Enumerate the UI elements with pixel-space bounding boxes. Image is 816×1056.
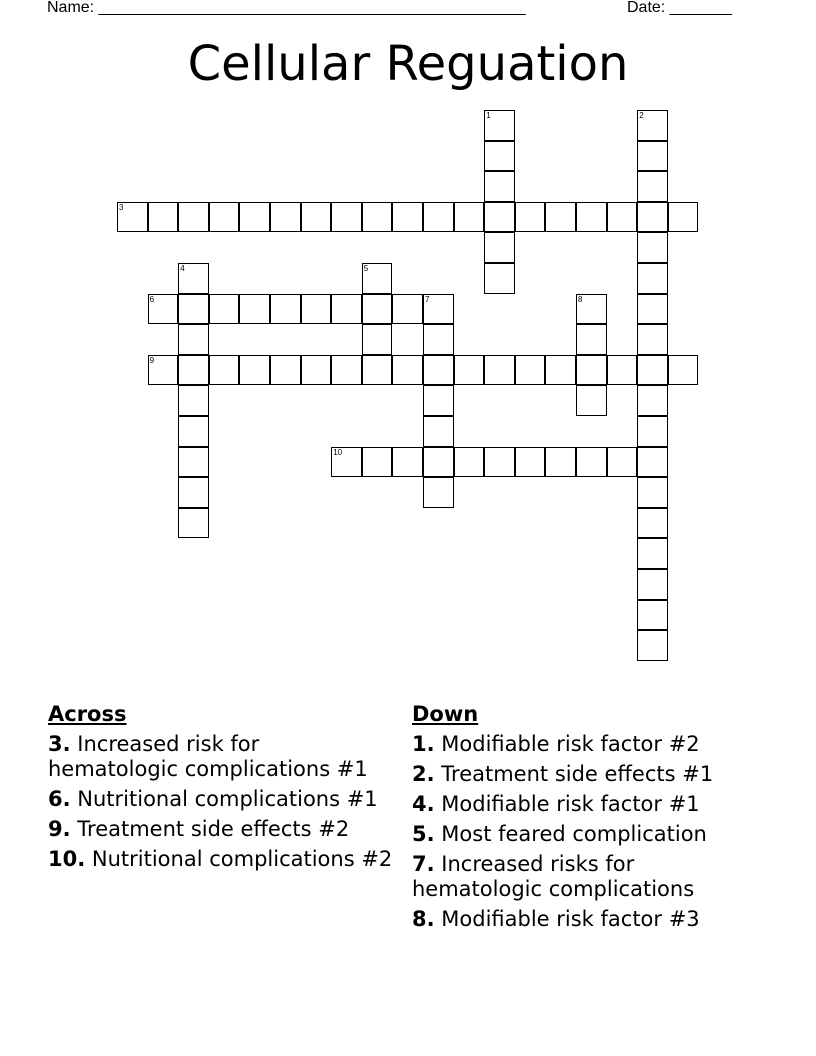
crossword-cell[interactable] [362,355,393,386]
crossword-cell[interactable] [637,600,668,631]
crossword-cell[interactable] [270,355,301,386]
crossword-cell[interactable] [270,202,301,233]
clue-text: Modifiable risk factor #3 [441,907,700,931]
clue-text: Increased risk for hematologic complications #1 [48,732,368,781]
clue-across-6 [48,787,393,812]
cell-number: 1 [486,111,491,120]
clue-number: 9. [48,817,71,841]
crossword-cell[interactable] [392,294,423,325]
crossword-cell[interactable] [423,355,454,386]
crossword-cell[interactable] [607,447,638,478]
crossword-cell[interactable] [178,324,209,355]
crossword-cell[interactable] [454,447,485,478]
clue-down-2 [412,762,757,787]
crossword-cell[interactable] [637,477,668,508]
crossword-cell[interactable] [637,110,668,141]
crossword-cell[interactable] [423,324,454,355]
crossword-cell[interactable] [178,263,209,294]
crossword-cell[interactable] [178,294,209,325]
down-heading: Down [412,702,479,726]
crossword-cell[interactable] [668,355,699,386]
crossword-cell[interactable] [454,355,485,386]
crossword-cell[interactable] [209,294,240,325]
crossword-cell[interactable] [423,447,454,478]
crossword-cell[interactable] [637,416,668,447]
clue-down-4 [412,792,757,817]
clue-down-1 [412,732,757,757]
cell-number: 6 [149,294,155,304]
crossword-cell[interactable] [576,324,607,355]
crossword-cell[interactable] [484,447,515,478]
crossword-cell[interactable] [423,477,454,508]
clue-number: 7. [412,852,435,876]
crossword-cell[interactable] [607,355,638,386]
crossword-cell[interactable] [301,202,332,233]
clue-text: Nutritional complications #2 [91,847,393,871]
clue-text: Treatment side effects #2 [77,817,350,841]
date-field[interactable]: Date: _______ [627,0,732,16]
crossword-cell[interactable] [209,355,240,386]
page-title: Cellular Reguation [187,36,629,92]
crossword-cell[interactable] [576,202,607,233]
crossword-cell[interactable] [637,569,668,600]
clue-number: 8. [412,907,435,931]
crossword-cell[interactable] [362,447,393,478]
cell-number: 9 [149,355,155,365]
crossword-cell[interactable] [637,630,668,661]
clue-number: 3. [48,732,71,756]
cell-number: 4 [180,264,185,273]
across-heading: Across [48,702,127,726]
crossword-cell[interactable] [515,202,546,233]
crossword-cell[interactable] [178,385,209,416]
crossword-cell[interactable] [637,263,668,294]
crossword-cell[interactable] [148,294,179,325]
crossword-cell[interactable] [392,447,423,478]
cell-number: 3 [119,202,124,212]
crossword-cell[interactable] [239,294,270,325]
across-clues [48,702,393,877]
name-field[interactable]: Name: ________________________________________________ [47,0,526,16]
crossword-cell[interactable] [178,477,209,508]
clue-text: Nutritional complications #1 [77,787,378,811]
down-clues [412,702,757,937]
crossword-cell[interactable] [515,355,546,386]
crossword-cell[interactable] [423,416,454,447]
clue-down-8 [412,907,757,932]
crossword-cell[interactable] [209,202,240,233]
crossword-cell[interactable] [545,355,576,386]
crossword-cell[interactable] [362,294,393,325]
cell-number: 2 [639,111,644,120]
crossword-cell[interactable] [392,202,423,233]
crossword-cell[interactable] [484,355,515,386]
crossword-cell[interactable] [545,447,576,478]
crossword-cell[interactable] [515,447,546,478]
cell-number: 7 [425,294,430,304]
crossword-cell[interactable] [178,447,209,478]
crossword-cell[interactable] [637,171,668,202]
crossword-cell[interactable] [239,202,270,233]
crossword-cell[interactable] [607,202,638,233]
clue-number: 1. [412,732,435,756]
crossword-cell[interactable] [637,385,668,416]
crossword-cell[interactable] [576,447,607,478]
cell-number: 5 [363,264,369,273]
crossword-cell[interactable] [331,294,362,325]
crossword-cell[interactable] [362,324,393,355]
clue-number: 2. [412,762,435,786]
crossword-cell[interactable] [331,447,362,478]
crossword-cell[interactable] [484,141,515,172]
clue-text: Treatment side effects #1 [441,762,714,786]
crossword-cell[interactable] [484,171,515,202]
clue-number: 6. [48,787,71,811]
clue-across-10 [48,847,393,872]
clue-text: Increased risks for hematologic complications [412,852,695,901]
crossword-cell[interactable] [484,110,515,141]
crossword-cell[interactable] [637,447,668,478]
crossword-cell[interactable] [117,202,148,233]
crossword-cell[interactable] [668,202,699,233]
crossword-cell[interactable] [239,355,270,386]
crossword-cell[interactable] [178,202,209,233]
clue-number: 5. [412,822,435,846]
cell-number: 10 [333,447,343,457]
crossword-cell[interactable] [178,355,209,386]
clue-text: Modifiable risk factor #2 [441,732,700,756]
clue-down-7 [412,852,757,902]
crossword-cell[interactable] [178,508,209,539]
crossword-cell[interactable] [545,202,576,233]
crossword-cell[interactable] [637,141,668,172]
clue-number: 10. [48,847,86,871]
crossword-cell[interactable] [423,385,454,416]
clue-across-3 [48,732,393,782]
clue-text: Most feared complication [441,822,707,846]
crossword-cell[interactable] [484,232,515,263]
crossword-cell[interactable] [423,202,454,233]
crossword-cell[interactable] [637,202,668,233]
clue-number: 4. [412,792,435,816]
crossword-cell[interactable] [637,324,668,355]
crossword-cell[interactable] [178,416,209,447]
crossword-cell[interactable] [362,202,393,233]
crossword-cell[interactable] [301,355,332,386]
crossword-cell[interactable] [637,232,668,263]
crossword-cell[interactable] [392,355,423,386]
crossword-cell[interactable] [576,355,607,386]
clue-down-5 [412,822,757,847]
crossword-cell[interactable] [576,385,607,416]
crossword-cell[interactable] [423,294,454,325]
crossword-cell[interactable] [148,202,179,233]
crossword-cell[interactable] [148,355,179,386]
crossword-cell[interactable] [484,263,515,294]
cell-number: 8 [578,294,583,304]
crossword-cell[interactable] [637,294,668,325]
crossword-cell[interactable] [484,202,515,233]
crossword-cell[interactable] [270,294,301,325]
crossword-cell[interactable] [331,355,362,386]
crossword-cell[interactable] [454,202,485,233]
crossword-cell[interactable] [637,538,668,569]
clue-across-9 [48,817,393,842]
crossword-cell[interactable] [637,508,668,539]
crossword-cell[interactable] [331,202,362,233]
crossword-cell[interactable] [576,294,607,325]
crossword-cell[interactable] [362,263,393,294]
crossword-cell[interactable] [637,355,668,386]
crossword-cell[interactable] [301,294,332,325]
clue-text: Modifiable risk factor #1 [441,792,700,816]
